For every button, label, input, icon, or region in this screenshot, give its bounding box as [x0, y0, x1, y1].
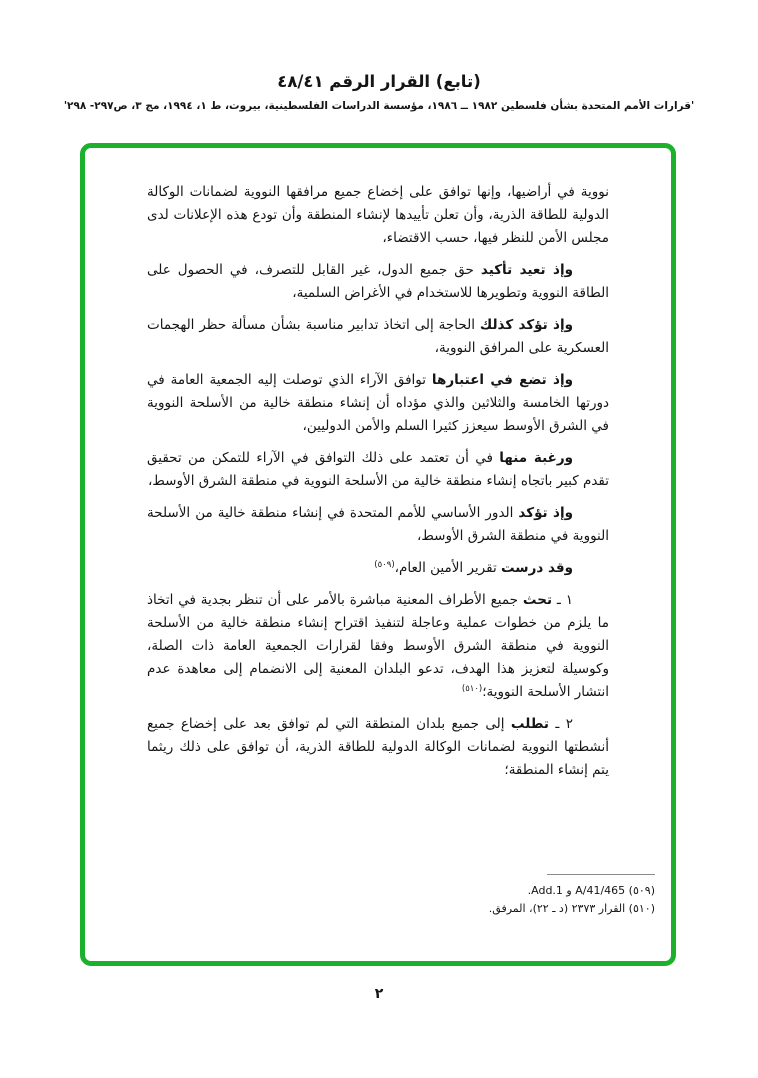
- paragraph-text: إلى جميع بلدان المنطقة التي لم توافق بعد على إخضاع جميع أنشطتها النووية لضمانات الوكالة الدولية للطاقة الذرية، أن توافق على ذلك ريثما يتم إنشاء المنطقة؛: [147, 716, 609, 778]
- footnote-line: (٥١٠) القرار ٢٣٧٣ (د ـ ٢٢)، المرفق.: [488, 901, 655, 915]
- paragraph: [147, 589, 609, 704]
- paragraph: [147, 557, 609, 580]
- document-body: [147, 181, 609, 869]
- paragraph-text: توافق الآراء الذي توصلت إليه الجمعية العامة في دورتها الخامسة والثلاثين والذي مؤداه أن إنشاء منطقة خالية من الأسلحة النووية في الشرق الأوسط سيعزز كثيرا السلم والأمن الدوليين،: [147, 372, 609, 434]
- footnote-separator: [547, 874, 655, 875]
- paragraph: [147, 259, 609, 305]
- document-title: (تابع) القرار الرقم ٤٨/٤١: [277, 72, 481, 91]
- footnote-marker: (٥١٠): [461, 684, 483, 694]
- document-header: [0, 72, 758, 112]
- bold-lead-in: تطلب: [510, 716, 549, 732]
- paragraph: [147, 314, 609, 360]
- bold-lead-in: وإذ تعيد تأكيد: [480, 262, 573, 278]
- bold-lead-in: وإذ تضع في اعتبارها: [431, 372, 573, 388]
- paragraph-text: ٢ ـ: [548, 716, 573, 732]
- paragraph: [147, 369, 609, 438]
- paragraph-text: حق جميع الدول، غير القابل للتصرف، في الحصول على الطاقة النووية وتطويرها للاستخدام في الأغراض السلمية،: [147, 262, 609, 301]
- paragraph: [147, 502, 609, 548]
- content-frame: [80, 143, 676, 966]
- paragraph-text: الحاجة إلى اتخاذ تدابير مناسبة بشأن مسألة حظر الهجمات العسكرية على المرافق النووية،: [147, 317, 609, 356]
- paragraph: [147, 447, 609, 493]
- bold-lead-in: وقد درست: [501, 560, 573, 576]
- footnote-list: [105, 882, 655, 917]
- paragraph-text: نووية في أراضيها، وإنها توافق على إخضاع جميع مرافقها النووية لضمانات الوكالة الدولية للطاقة الذرية، وأن تعلن تأييدها لإنشاء المنطقة وأن تودع هذه الإعلانات لدى مجلس الأمن للنظر فيها، حسب الاقتضاء،: [147, 184, 609, 246]
- paragraph: [147, 713, 609, 782]
- paragraph-text: في أن تعتمد على ذلك التوافق في الآراء للتمكن من تحقيق تقدم كبير باتجاه إنشاء منطقة خالية من الأسلحة النووية في منطقة الشرق الأوسط،: [147, 450, 609, 489]
- paragraph-text: الدور الأساسي للأمم المتحدة في إنشاء منطقة خالية من الأسلحة النووية في منطقة الشرق الأوسط،: [147, 505, 609, 544]
- bold-lead-in: وإذ تؤكد: [518, 505, 573, 521]
- bold-lead-in: ورغبة منها: [499, 450, 573, 466]
- paragraph-text: ١ ـ: [552, 592, 573, 608]
- paragraph-text: تقرير الأمين العام،: [394, 560, 501, 576]
- paragraph-text: جميع الأطراف المعنية مباشرة بالأمر على أن تنظر بجدية في اتخاذ ما يلزم من خطوات عملية وعاجلة لتنفيذ اقتراح إنشاء منطقة خالية من الأسلحة النووية في منطقة الشرق الأوسط وفقا لقرارات الجمعية العامة ذات الصلة، وكوسيلة لتعزيز هذا الهدف، تدعو البلدان المعنية إلى الانضمام إلى معاهدة عدم انتشار الأسلحة النووية؛: [147, 592, 609, 700]
- bold-lead-in: تحث: [522, 592, 553, 608]
- footnotes-section: [105, 874, 655, 917]
- bold-lead-in: وإذ تؤكد كذلك: [479, 317, 573, 333]
- footnote-marker: (٥٠٩): [374, 560, 395, 570]
- footnote-line: (٥٠٩) A/41/465 و Add.1.: [527, 884, 655, 897]
- page-number: ٢: [374, 986, 384, 1002]
- document-source-line: 'قرارات الأمم المتحدة بشأن فلسطين ١٩٨٢ ــ ١٩٨٦، مؤسسة الدراسات الفلسطينية، بيروت، ط ١، ١٩٩٤، مج ٣، ص٢٩٧- ٢٩٨': [63, 100, 695, 112]
- paragraph: [147, 181, 609, 250]
